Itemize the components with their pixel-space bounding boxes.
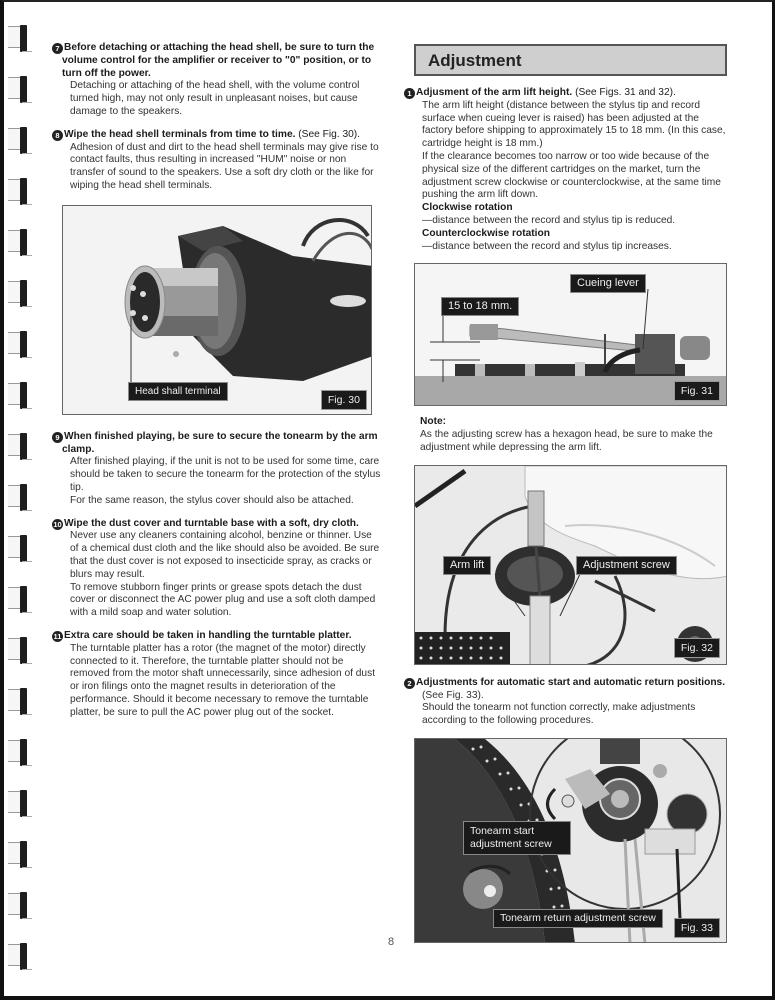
counterclockwise-title: Counterclockwise rotation <box>422 227 550 239</box>
adjustment-item-2 <box>407 676 729 728</box>
item-body: Detaching or attaching of the head shell, with the volume control turned high, may not only result in unpleasant noises, but cause damage to the speakers. <box>70 80 360 117</box>
item-body: Adhesion of dust and dirt to the head shell terminals may give rise to contact faults, thus resulting in increased "HUM" noise or non transfer of sound to the speakers. Use a soft dry cloth or the like for wiping the head shell terminals. <box>70 141 379 191</box>
tonearm-return-screw-label: Tonearm return adjustment screw <box>493 909 663 928</box>
section-title-adjustment: Adjustment <box>414 44 727 76</box>
binding-ring <box>8 332 32 360</box>
item-heading: Before detaching or attaching the head shell, be sure to turn the volume control for the amplifier or receiver to "0" position, or to turn off the power. <box>62 42 375 79</box>
figure-32-adjustment-photo <box>414 465 727 665</box>
binding-ring <box>8 77 32 105</box>
figure-number: Fig. 30 <box>321 390 367 410</box>
clearance-height-label: 15 to 18 mm. <box>441 297 519 316</box>
figure-31-tonearm-photo <box>414 263 727 406</box>
item-number-badge: 10 <box>53 519 62 529</box>
item-heading: Adjusment of the arm lift height. <box>416 87 573 98</box>
adjustment-item-1 <box>407 87 729 253</box>
item-heading: Extra care should be taken in handling the turntable platter. <box>64 629 352 641</box>
binding-ring <box>8 638 32 666</box>
figure-reference: (See Fig. 30). <box>298 128 360 140</box>
figure-reference: (See Fig. 33). <box>422 689 484 701</box>
binding-ring <box>8 587 32 615</box>
binding-ring <box>8 689 32 717</box>
item-number-badge: 9 <box>52 432 63 443</box>
item-body: After finished playing, if the unit is not to be used for some time, care should be taken to secure the tonearm for the protection of the stylus tip. <box>70 456 381 493</box>
cueing-lever-label: Cueing lever <box>570 274 646 293</box>
item-heading: When finished playing, be sure to secure the tonearm by the arm clamp. <box>62 430 378 455</box>
item-heading: Wipe the head shell terminals from time to time. <box>64 128 296 140</box>
counterclockwise-text: —distance between the record and stylus tip increases. <box>422 240 672 252</box>
item-body-continued: For the same reason, the stylus cover should also be attached. <box>70 494 354 506</box>
item-body: The arm lift height (distance between the stylus tip and record surface when cueing lever is raised) has been adjusted at the factory before shipping to approximately 15 to 18 mm. (In this case, cartridge height is 18 mm.) <box>422 99 726 150</box>
binding-ring <box>8 791 32 819</box>
item-number-badge: 11 <box>53 631 62 641</box>
instruction-item-9 <box>55 430 382 508</box>
item-number-badge: 2 <box>404 678 415 689</box>
figure-number: Fig. 31 <box>674 381 720 401</box>
item-number-badge: 1 <box>404 88 415 99</box>
instruction-item-11 <box>53 629 382 720</box>
binding-ring <box>8 842 32 870</box>
binding-ring <box>8 179 32 207</box>
note-block <box>414 416 729 454</box>
instruction-item-8 <box>55 128 382 193</box>
instruction-item-10 <box>53 517 382 620</box>
note-title: Note: <box>420 416 447 428</box>
left-column <box>53 42 382 730</box>
adjustment-screw-label: Adjustment screw <box>576 556 677 575</box>
figure-reference: (See Figs. 31 and 32). <box>575 87 676 98</box>
binding-ring <box>8 434 32 462</box>
arm-lift-label: Arm lift <box>443 556 491 575</box>
note-text: As the adjusting screw has a hexagon head, be sure to make the adjustment while depressing the arm lift. <box>420 429 713 453</box>
binding-ring <box>8 281 32 309</box>
binding-ring <box>8 128 32 156</box>
binding-ring <box>8 230 32 258</box>
binding-ring <box>8 893 32 921</box>
item-heading: Wipe the dust cover and turntable base with a soft, dry cloth. <box>64 517 359 529</box>
item-body: Never use any cleaners containing alcohol, benzine or thinner. Use of a chemical dust cloth and the like should also be avoided. Be sure that the dust cover is not exposed to insecticide spray, as cracks or blurs may result. <box>70 530 380 580</box>
item-heading: Adjustments for automatic start and automatic return positions. <box>416 676 726 688</box>
clockwise-title: Clockwise rotation <box>422 202 513 214</box>
binding-ring <box>8 26 32 54</box>
head-shell-terminal-label: Head shall terminal <box>128 382 228 401</box>
binding-ring <box>8 485 32 513</box>
item-body-continued: If the clearance becomes too narrow or too wide because of the physical size of the different cartridges on the market, turn the adjustment screw clockwise or counterclockwise, at the same time pushing the arm lift down. <box>422 150 721 201</box>
figure-number: Fig. 33 <box>674 918 720 938</box>
item-body: The turntable platter has a rotor (the magnet of the motor) directly connected to it. Therefore, the turntable platter should not be removed from the motor shaft unnecessarily, since adhesion of dust or iron filings onto the magnet results in deterioration of the performance. Should it become necessary to remove the turntable platter, be sure to pull the AC power plug out of the socket. <box>70 642 376 718</box>
item-body-continued: To remove stubborn finger prints or grease spots detach the dust cover or disconnect the AC power plug and use a soft cloth damped with a mild soap and water solution. <box>70 581 376 619</box>
clockwise-text: —distance between the record and stylus tip is reduced. <box>422 214 676 226</box>
figure-33-auto-adjustment-photo <box>414 738 727 943</box>
binding-ring <box>8 536 32 564</box>
item-body: Should the tonearm not function correctly, make adjustments according to the following procedures. <box>422 702 696 727</box>
spiral-binding <box>8 2 32 1000</box>
figure-number: Fig. 32 <box>674 638 720 658</box>
item-number-badge: 8 <box>52 130 63 141</box>
figure-30-head-shell-photo <box>62 205 372 415</box>
binding-ring <box>8 944 32 972</box>
instruction-item-7 <box>55 42 382 119</box>
right-column <box>407 44 729 943</box>
binding-ring <box>8 383 32 411</box>
page-number: 8 <box>388 936 395 948</box>
tonearm-start-screw-label: Tonearm start adjustment screw <box>463 821 571 855</box>
item-number-badge: 7 <box>52 43 63 54</box>
binding-ring <box>8 740 32 768</box>
